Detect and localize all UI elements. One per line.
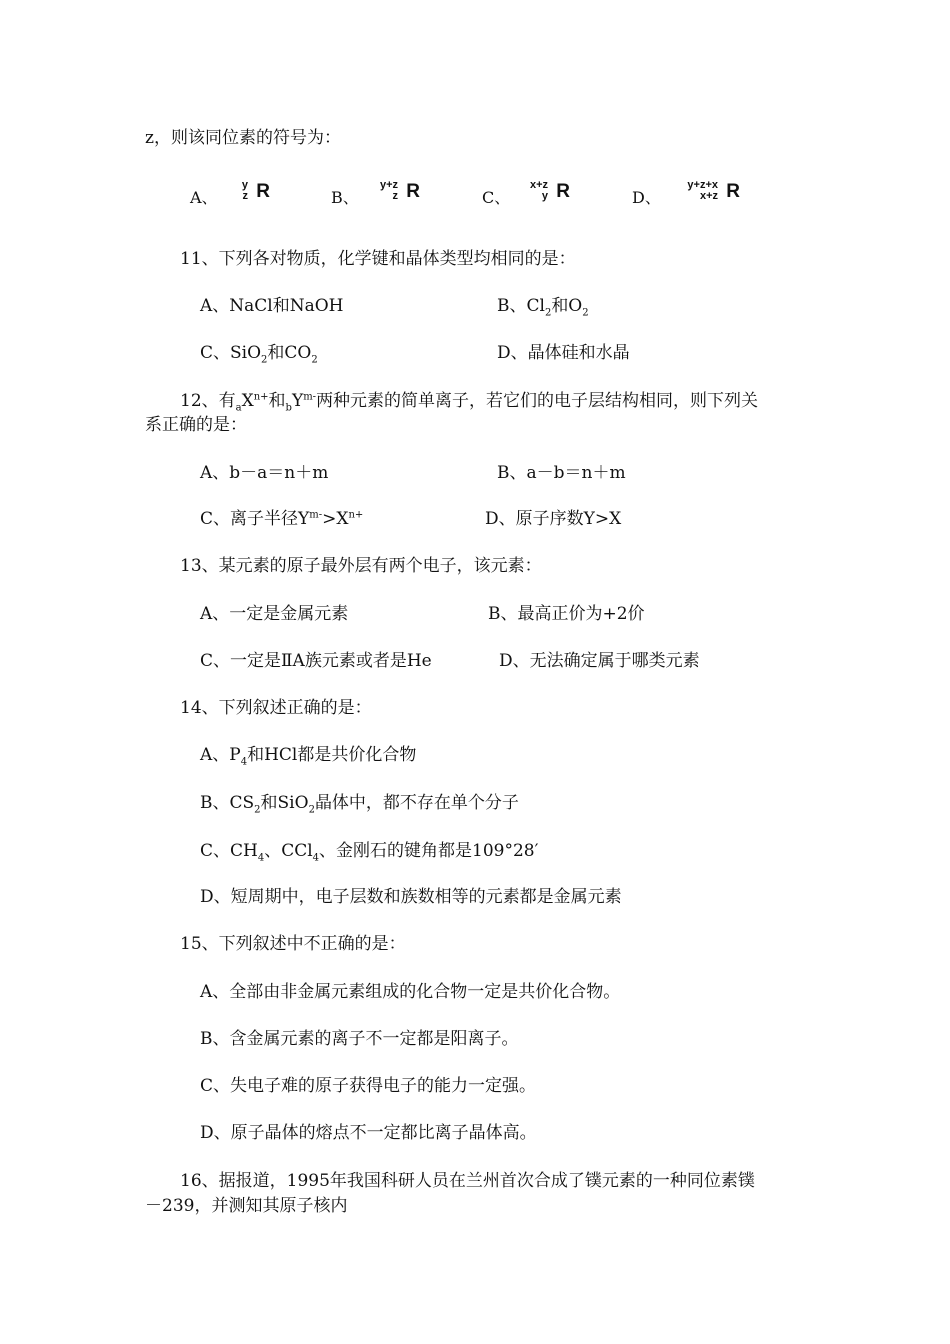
mass-number: y xyxy=(241,179,248,191)
q12-option-b: B、a－b＝n＋m xyxy=(497,463,626,483)
q11-stem: 11、下列各对物质，化学键和晶体类型均相同的是： xyxy=(180,249,576,269)
mass-number: y+z xyxy=(379,179,398,191)
q12-stem-line2: 系正确的是： xyxy=(145,415,247,435)
q14-option-c: C、$CH_4$、CCl$_4$、金刚石的键角都是109°28′ xyxy=(200,841,539,864)
atomic-number: z xyxy=(392,190,398,202)
isotope-symbol xyxy=(520,180,570,204)
q15-stem: 15、下列叙述中不正确的是： xyxy=(180,934,406,954)
element-symbol: R xyxy=(726,181,740,202)
mass-number: y+z+x xyxy=(687,179,718,191)
q15-option-d: D、原子晶体的熔点不一定都比离子晶体高。 xyxy=(200,1123,537,1143)
q11-option-d: D、晶体硅和水晶 xyxy=(497,343,630,363)
element-symbol: R xyxy=(556,181,570,202)
q14-option-d: D、短周期中，电子层数和族数相等的元素都是金属元素 xyxy=(200,887,622,907)
option-label: D、 xyxy=(632,188,661,207)
q11-option-c: C、SiO$_2$和$CO_2$ xyxy=(200,343,318,366)
q15-option-c: C、失电子难的原子获得电子的能力一定强。 xyxy=(200,1076,537,1096)
element-symbol: R xyxy=(406,181,420,202)
q14-option-b: B、$CS_2$和SiO$_2$晶体中，都不存在单个分子 xyxy=(200,793,519,816)
q12-option-c: C、离子半径$Y^{m-}>X^{n+}$ xyxy=(200,509,364,529)
q11-option-a: A、NaCl和NaOH xyxy=(200,296,344,316)
option-label: B、 xyxy=(331,188,359,207)
option-label: A、 xyxy=(190,188,218,207)
atomic-number: y xyxy=(541,190,548,202)
q13-option-a: A、一定是金属元素 xyxy=(200,604,349,624)
q12-stem: 12、有$_aX^{n+}$和$_bY^{m-}$两种元素的简单离子，若它们的电子层结构相同，则下列关 xyxy=(180,391,759,414)
q16-stem: 16、据报道，1995年我国科研人员在兰州首次合成了镤元素的一种同位素镤 xyxy=(180,1171,755,1191)
q13-option-c: C、一定是ⅡA族元素或者是He xyxy=(200,651,432,671)
isotope-symbol xyxy=(672,180,740,204)
q13-option-b: B、最高正价为+2价 xyxy=(488,604,645,624)
option-label: C、 xyxy=(482,188,511,207)
q12-option-a: A、b－a＝n＋m xyxy=(200,463,329,483)
q14-stem: 14、下列叙述正确的是： xyxy=(180,698,372,718)
q13-option-d: D、无法确定属于哪类元素 xyxy=(499,651,700,671)
q16-stem-line2: －239，并测知其原子核内 xyxy=(145,1196,348,1216)
mass-number: x+z xyxy=(529,179,548,191)
element-symbol: R xyxy=(256,181,270,202)
q11-option-b: B、$Cl_2$和$O_2$ xyxy=(497,296,589,319)
atomic-number: z xyxy=(242,190,248,202)
q10-tail: z，则该同位素的符号为： xyxy=(145,128,341,148)
isotope-symbol xyxy=(370,180,420,204)
isotope-symbol xyxy=(230,180,270,204)
q13-stem: 13、某元素的原子最外层有两个电子，该元素： xyxy=(180,556,542,576)
q12-option-d: D、原子序数Y>X xyxy=(485,509,622,529)
q15-option-b: B、含金属元素的离子不一定都是阳离子。 xyxy=(200,1029,519,1049)
atomic-number: x+z xyxy=(699,190,718,202)
q15-option-a: A、全部由非金属元素组成的化合物一定是共价化合物。 xyxy=(200,982,621,1002)
q14-option-a: A、$P_4$和HCl都是共价化合物 xyxy=(200,745,417,768)
